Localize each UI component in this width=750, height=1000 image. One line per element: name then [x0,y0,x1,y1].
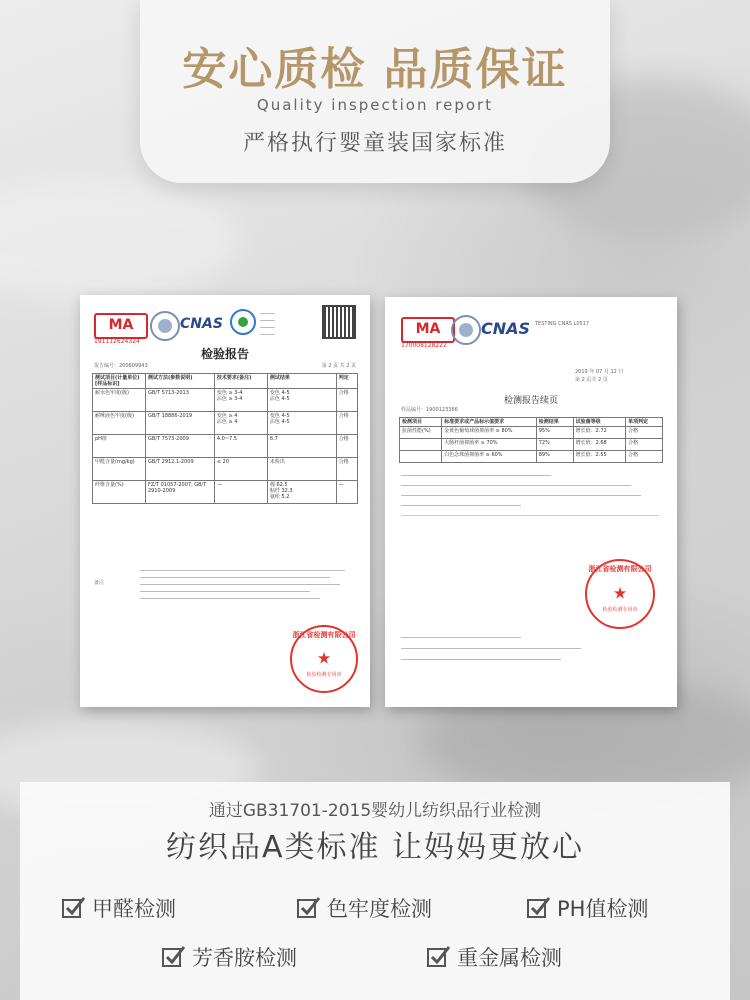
table-cell: 合格 [336,412,357,435]
grade-a-slogan: 纺织品A类标准 让妈妈更放心 [165,830,585,865]
ilac-mra-logo [451,315,481,345]
official-stamp [585,559,655,629]
sample-number: 样品编号：1900123366 [401,407,458,413]
check-item-heavy-metals [427,942,562,972]
notes-text [401,475,661,525]
check-icon [527,898,548,919]
official-stamp [290,625,358,693]
report-date: 2019 年 07 月 12 日 [575,369,624,375]
fabric-fold [0,180,240,300]
table-header-cell: 测试项目(计量单位)[样品标识] [93,374,146,389]
check-item-ph [527,893,648,923]
table-header-cell: 技术要求(备注) [214,374,267,389]
check-item-formaldehyde [62,893,176,923]
table-header-cell: 标准要求或产品标示值要求 [442,418,537,427]
ilac-mra-logo [150,311,180,341]
cnas-logo: CNAS [180,316,223,332]
table-cell: 合格 [336,458,357,481]
table-cell: 合格 [626,439,663,451]
stamp-subtext: 检验检测专用章 [602,607,638,613]
table-header-row [400,418,663,427]
table-row [400,451,663,463]
table-cell: 变色 4-5 沾色 4-5 [267,412,336,435]
table-cell: 大肠杆菌抑菌率 ≥ 70% [442,439,537,451]
table-cell: 合格 [626,451,663,463]
table-cell: 变色 ≥ 3-4 沾色 ≥ 3-4 [214,389,267,412]
check-icon [62,898,83,919]
stamp-text: 浙江省检测有限公司 [292,631,356,639]
ma-number: 170008128222 [401,342,447,349]
table-header-cell: 测试结果 [267,374,336,389]
table-cell: 变色 4-5 沾色 4-5 [267,389,336,412]
check-item-aromatic-amine [162,942,297,972]
header-card [140,0,610,183]
table-header-cell: 检测结果 [536,418,573,427]
inspection-table [92,373,358,504]
star-icon: ★ [612,583,628,603]
table-cell: pH值 [93,435,146,458]
footer-lines [401,637,601,660]
table-cell: 增长值：2.55 [573,451,626,463]
qr-code [324,307,354,337]
table-cell: 95% [536,427,573,439]
table-cell: GB/T 2912.1-2009 [146,458,215,481]
ma-logo: MA [94,313,148,339]
page-subtitle-en: Quality inspection report [256,96,494,114]
table-cell: 纤维含量(%) [93,481,146,504]
stamp-subtext: 检验检测专用章 [306,672,342,678]
table-cell: 6.7 [267,435,336,458]
table-cell: GB/T 7573-2009 [146,435,215,458]
table-cell: 金黄色葡萄球菌抑菌率 ≥ 80% [442,427,537,439]
table-header-cell: 检测项目 [400,418,442,427]
page-tagline: 严格执行婴童装国家标准 [242,131,507,156]
report-title: 检验报告 [200,347,249,361]
lab-info-text: ───── ───── ───── ───── [260,311,276,338]
table-header-cell: 判定 [336,374,357,389]
certification-logo [230,309,256,335]
check-icon [162,947,183,968]
table-cell: 耐水色牢度(级) [93,389,146,412]
report-continuation-document [385,297,677,707]
table-row [93,389,358,412]
table-cell: 棉 62.5 粘纤 32.3 氨纶 5.2 [267,481,336,504]
check-label: 甲醛检测 [92,897,176,921]
table-header-cell: 试验菌等级 [573,418,626,427]
table-cell: FZ/T 01057-2007, GB/T 2910-2009 [146,481,215,504]
check-label: 重金属检测 [457,946,562,970]
check-item-color-fastness [297,893,432,923]
table-cell: GB/T 18886-2019 [146,412,215,435]
check-label: 芳香胺检测 [192,946,297,970]
standard-passed-text: 通过GB31701-2015婴幼儿纺织品行业检测 [208,801,542,821]
table-row [93,481,358,504]
star-icon: ★ [316,648,332,668]
table-cell: 白色念珠菌抑菌率 ≥ 60% [442,451,537,463]
table-cell: GB/T 5713-2013 [146,389,215,412]
table-cell: 89% [536,451,573,463]
table-cell: — [214,481,267,504]
table-cell: 未检出 [267,458,336,481]
table-cell: ≤ 20 [214,458,267,481]
table-row [93,458,358,481]
check-label: PH值检测 [557,897,649,921]
stamp-text: 浙江省检测有限公司 [588,565,652,573]
table-row [93,412,358,435]
table-cell: 72% [536,439,573,451]
table-cell: 耐唾液色牢度(级) [93,412,146,435]
table-cell: 增长值：2.68 [573,439,626,451]
table-cell: 增长值：2.72 [573,427,626,439]
table-cell: 4.0~7.5 [214,435,267,458]
table-cell [400,439,442,451]
table-header-cell: 单项判定 [626,418,663,427]
table-cell: 合格 [626,427,663,439]
check-icon [427,947,448,968]
ma-logo: MA [401,317,455,343]
table-cell: 合格 [336,435,357,458]
table-cell: — [336,481,357,504]
table-row [400,427,663,439]
report-number: 报告编号：200609943 [94,363,148,369]
table-row [400,439,663,451]
table-cell: 甲醛含量(mg/kg) [93,458,146,481]
cnas-logo: CNAS [481,319,531,338]
check-label: 色牢度检测 [327,897,432,921]
check-icon [297,898,318,919]
table-cell [400,451,442,463]
report-title: 检测报告续页 [503,396,558,406]
notes-label: 备注 [94,580,105,586]
inspection-report-document [80,295,370,707]
table-cell: 合格 [336,389,357,412]
table-row [93,435,358,458]
report-page: 第 2 页 共 2 页 [321,363,356,369]
ma-number: 191112624324 [94,338,140,345]
cnas-subtext: TESTING CNAS L0517 [535,321,590,327]
table-cell: 抗菌性能(%) [400,427,442,439]
table-header-cell: 测试方法(参数说明) [146,374,215,389]
table-cell: 变色 ≥ 4 沾色 ≥ 4 [214,412,267,435]
report-page: 第 2 页共 2 页 [575,377,608,383]
notes-text [140,570,350,605]
antibacterial-table [399,417,663,463]
page-title: 安心质检 品质保证 [182,44,568,95]
table-header-row [93,374,358,389]
bottom-info-card [20,782,730,1000]
